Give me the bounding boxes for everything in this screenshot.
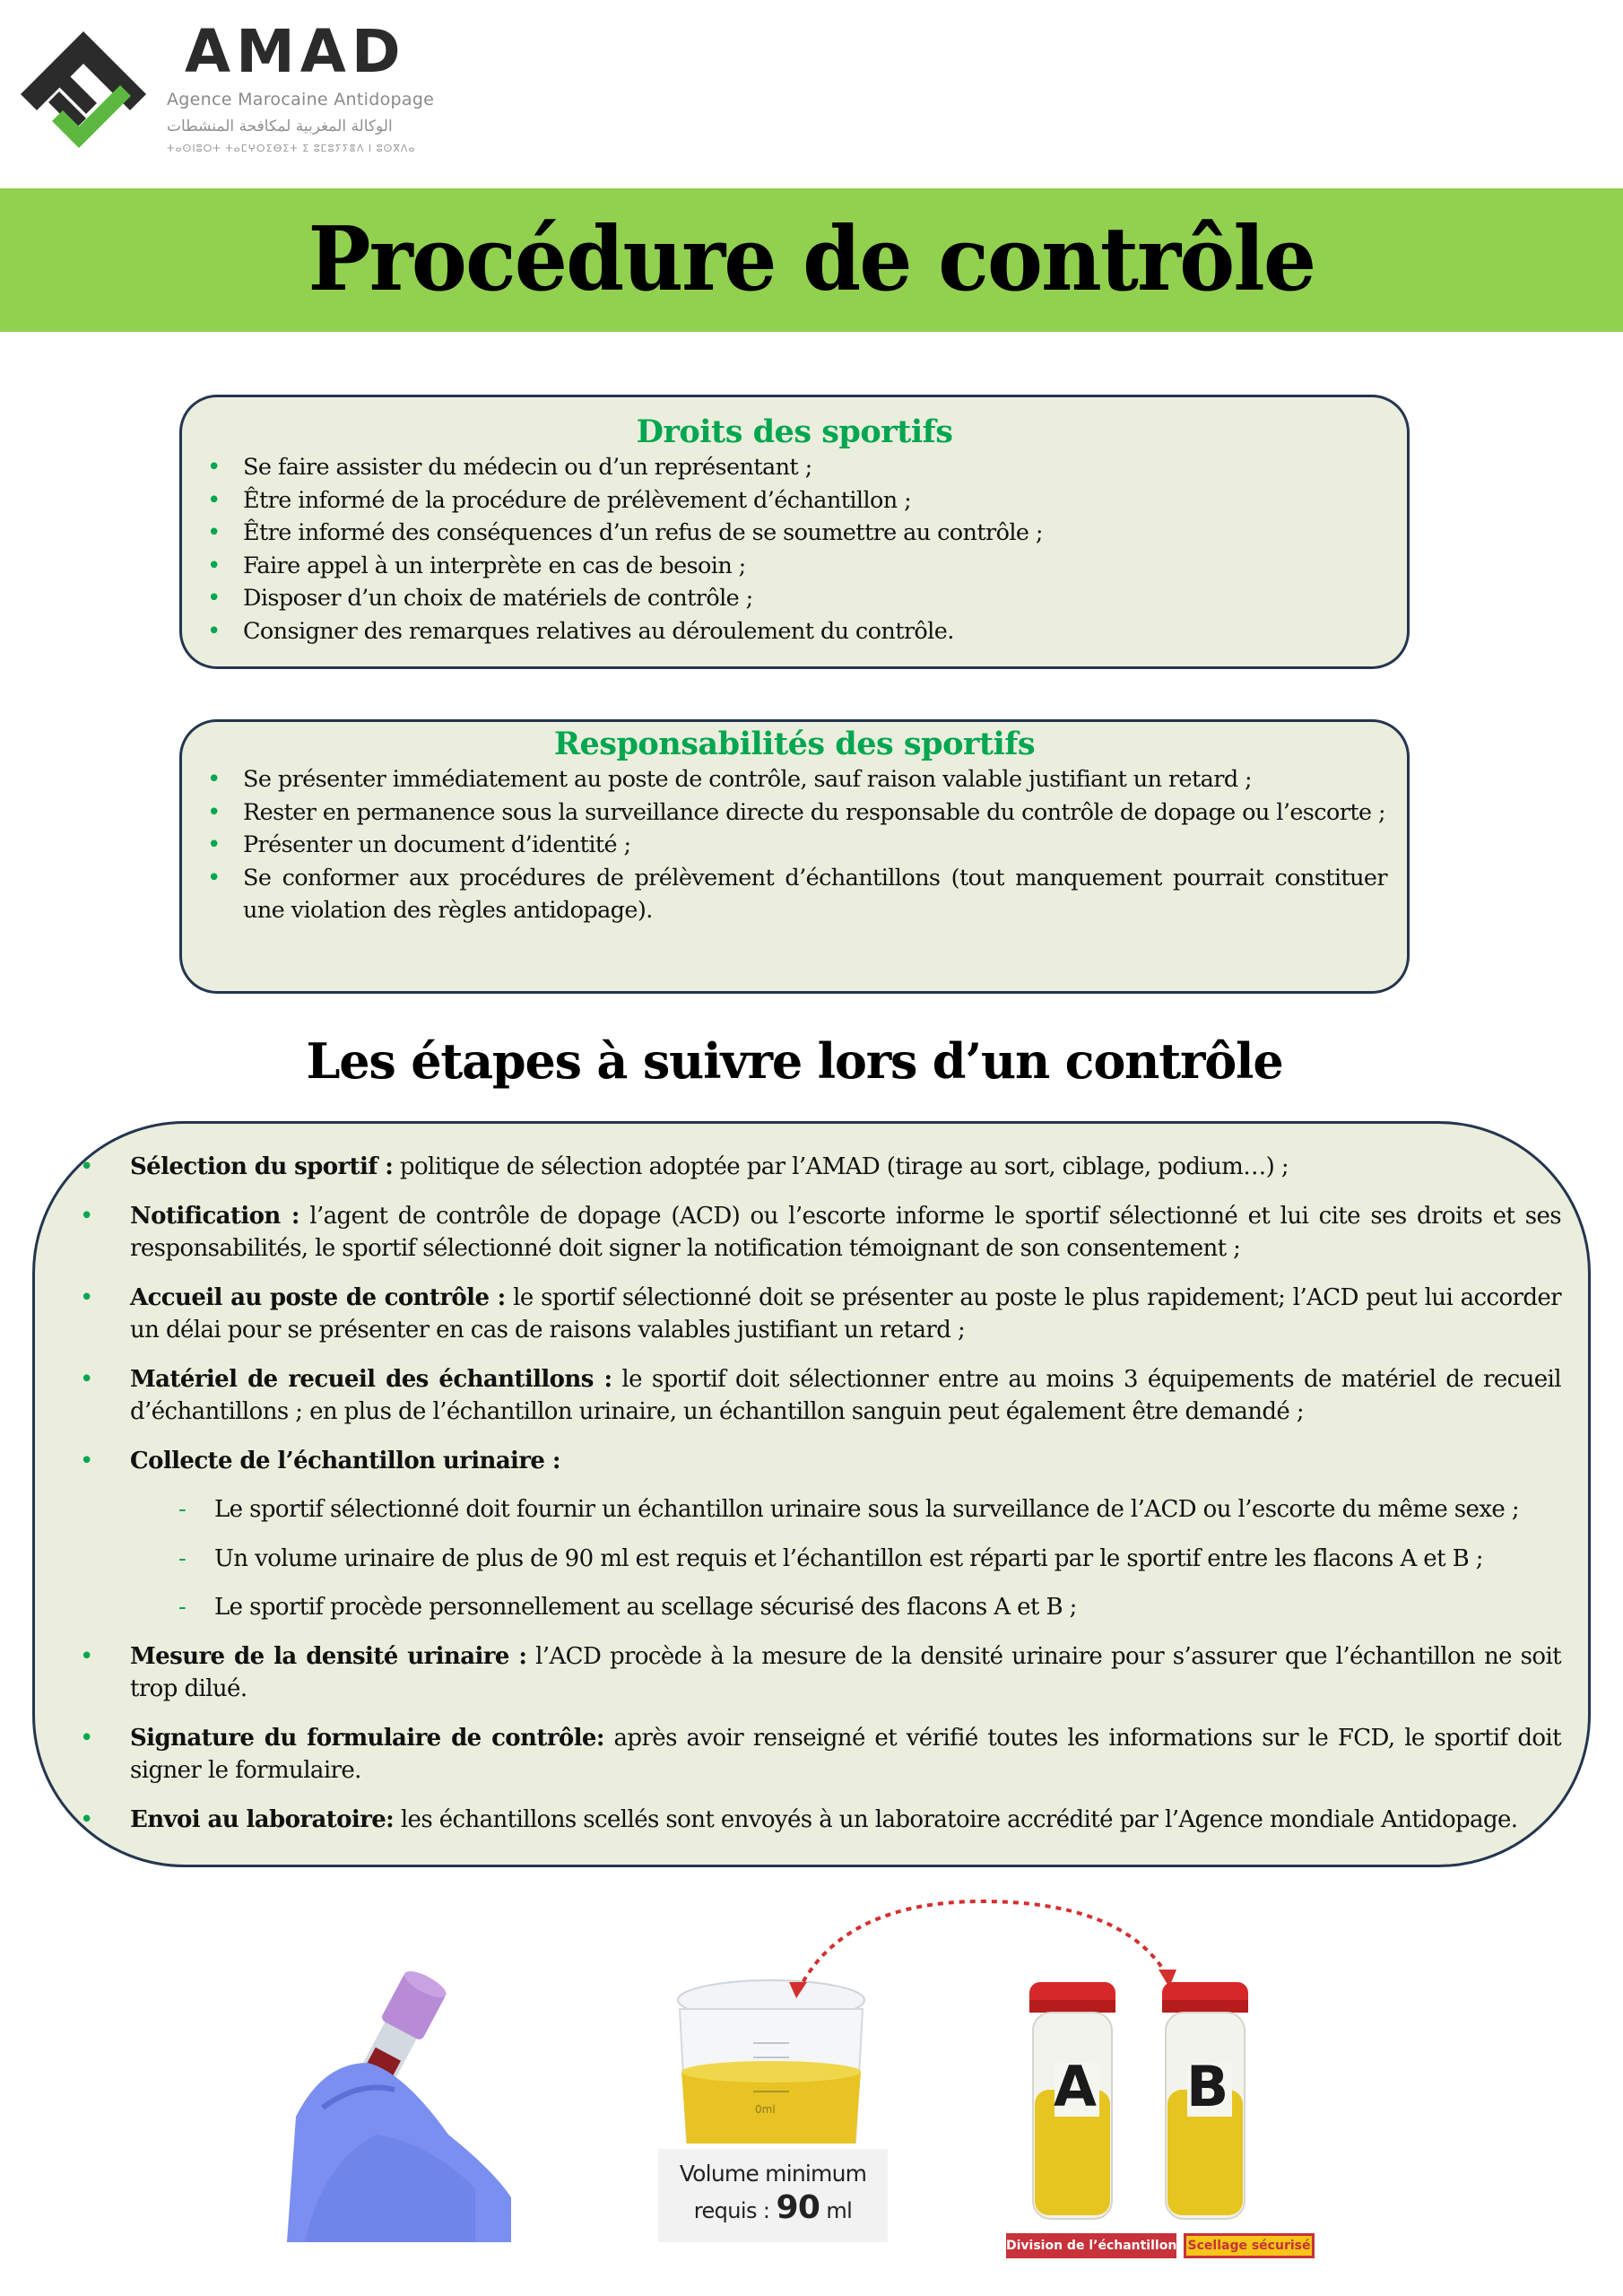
step-text: le sportif doit sélectionner entre au moins 3 équipements de matériel de recueil d’échantillons ; en plus de l’échantillon urinaire, un échantillon sanguin peut également être demandé ; (130, 1365, 1561, 1425)
sub-item: - Un volume urinaire de plus de 90 ml est requis et l’échantillon est réparti par le sportif entre les flacons A et B ; (214, 1543, 1561, 1576)
sealing-tag: Scellage sécurisé (1184, 2233, 1315, 2258)
sub-item: - Le sportif procède personnellement au scellage sécurisé des flacons A et B ; (214, 1591, 1561, 1624)
bullet-icon: • (207, 454, 221, 481)
step-label: Matériel de recueil des échantillons : (130, 1365, 612, 1393)
cup-volume-value: 90 (776, 2189, 820, 2226)
vial-b-label: B (1186, 2054, 1229, 2119)
cup-scale-mark: 0ml (755, 2103, 776, 2116)
bullet-icon: • (207, 552, 221, 579)
bullet-icon: • (207, 798, 221, 826)
list-item: • Disposer d’un choix de matériels de contrôle ; (243, 582, 1389, 615)
list-item: • Rester en permanence sous la surveillance directe du responsable du contrôle de dopage ou l’escorte ; (243, 796, 1387, 830)
step-text: politique de sélection adoptée par l’AMAD (tirage au sort, ciblage, podium…) ; (393, 1153, 1289, 1180)
bullet-icon: • (80, 1447, 93, 1474)
bullet-icon: • (80, 1365, 93, 1393)
step-item (80, 1282, 1561, 1347)
step-label: Mesure de la densité urinaire : (130, 1642, 527, 1670)
step-label: Sélection du sportif : (130, 1153, 394, 1180)
steps-box (32, 1121, 1591, 1867)
step-label: Accueil au poste de contrôle : (130, 1283, 506, 1311)
rights-box (179, 395, 1410, 669)
cup-label-line1: Volume minimum (679, 2161, 867, 2187)
bullet-icon: • (207, 864, 221, 891)
bullet-icon: • (80, 1202, 93, 1230)
bullet-icon: • (207, 519, 221, 546)
logo-wordmark: AMAD (185, 17, 406, 86)
dash-icon: - (178, 1594, 187, 1621)
bullet-icon: • (207, 766, 221, 793)
step-text: après avoir renseigné et vérifié toutes les informations sur le FCD, le sportif doit signer le formulaire. (130, 1724, 1561, 1784)
step-label: Collecte de l’échantillon urinaire : (130, 1447, 560, 1474)
amad-logo (16, 17, 500, 172)
bullet-icon: • (80, 1642, 93, 1670)
urine-sublist (178, 1493, 1561, 1624)
responsibilities-title: Responsabilités des sportifs (553, 726, 1036, 762)
list-item: • Consigner des remarques relatives au déroulement du contrôle. (243, 615, 1389, 648)
list-item: • Être informé de la procédure de prélèvement d’échantillon ; (243, 484, 1389, 517)
sub-item: - Le sportif sélectionné doit fournir un échantillon urinaire sous la surveillance de l’ACD ou l’escorte du même sexe ; (214, 1493, 1561, 1526)
list-item: • Faire appel à un interprète en cas de besoin ; (243, 550, 1389, 583)
logo-name-tifinagh: ⵜⴰⵙⵏⵓⵔⵜ ⵜⴰⵎⵖⵔⵉⴱⵉⵜ ⵉ ⵓⵎⵓⵢⵢⴻⴷ ⵏ ⵓⵙⴳⴷⴰ (167, 143, 416, 154)
vial-a-label: A (1054, 2054, 1097, 2119)
list-item: • Se faire assister du médecin ou d’un représentant ; (243, 451, 1389, 484)
logo-text-block (167, 17, 499, 156)
logo-name-ar: الوكالة المغربية لمكافحة المنشطات (167, 117, 393, 135)
step-label: Notification : (130, 1202, 299, 1230)
bullet-icon: • (207, 585, 221, 612)
bullet-icon: • (80, 1805, 93, 1833)
step-item (80, 1445, 1561, 1624)
title-bar (0, 188, 1623, 332)
page-title: Procédure de contrôle (308, 208, 1315, 311)
step-label: Signature du formulaire de contrôle: (130, 1724, 604, 1752)
bullet-icon: • (80, 1283, 93, 1311)
bullet-icon: • (80, 1724, 93, 1752)
logo-name-fr: Agence Marocaine Antidopage (167, 90, 435, 109)
amad-logo-mark-icon (16, 27, 151, 161)
list-item: • Présenter un document d’identité ; (243, 829, 1387, 862)
bullet-icon: • (207, 617, 221, 645)
step-item (80, 1200, 1561, 1265)
list-item: • Être informé des conséquences d’un refus de se soumettre au contrôle ; (243, 517, 1389, 550)
step-item (80, 1640, 1562, 1706)
responsibilities-box (179, 719, 1410, 994)
bullet-icon: • (207, 831, 221, 858)
step-text: les échantillons scellés sont envoyés à un laboratoire accrédité par l’Agence mondiale Antidopage. (394, 1805, 1518, 1833)
step-text: le sportif sélectionné doit se présenter au poste le plus rapidement; l’ACD peut lui accorder un délai pour se présenter en cas de raisons valables justifiant un retard ; (130, 1283, 1561, 1344)
cup-volume-label (658, 2149, 888, 2242)
gloved-hand-blood-tube-image (269, 1955, 511, 2242)
responsibilities-list (207, 763, 1387, 927)
step-text: l’agent de contrôle de dopage (ACD) ou l’escorte informe le sportif sélectionné et lui cite ses droits et ses responsabilités, le sportif sélectionné doit signer la notification témoignant de son consentement ; (130, 1202, 1561, 1262)
list-item: • Se conformer aux procédures de prélèvement d’échantillons (tout manquement pourrait constituer une violation des règles antidopage). (243, 862, 1387, 927)
step-item (80, 1804, 1561, 1837)
steps-heading: Les étapes à suivre lors d’un contrôle (306, 1032, 1283, 1090)
step-label: Envoi au laboratoire: (130, 1805, 395, 1833)
step-item (80, 1363, 1561, 1429)
step-item (80, 1151, 1561, 1184)
dash-icon: - (178, 1496, 187, 1523)
rights-title: Droits des sportifs (636, 413, 953, 450)
bullet-icon: • (207, 486, 221, 514)
step-item (80, 1722, 1561, 1787)
rights-list (207, 451, 1389, 648)
bullet-icon: • (80, 1153, 93, 1180)
cup-label-line2: requis : 90 ml (693, 2189, 853, 2226)
step-text: l’ACD procède à la mesure de la densité urinaire pour s’assurer que l’échantillon ne soit trop dilué. (130, 1642, 1562, 1702)
list-item: • Se présenter immédiatement au poste de contrôle, sauf raison valable justifiant un retard ; (243, 763, 1387, 796)
division-tag: Division de l’échantillon (1006, 2233, 1176, 2258)
steps-list (80, 1151, 1562, 1836)
dash-icon: - (178, 1544, 187, 1572)
